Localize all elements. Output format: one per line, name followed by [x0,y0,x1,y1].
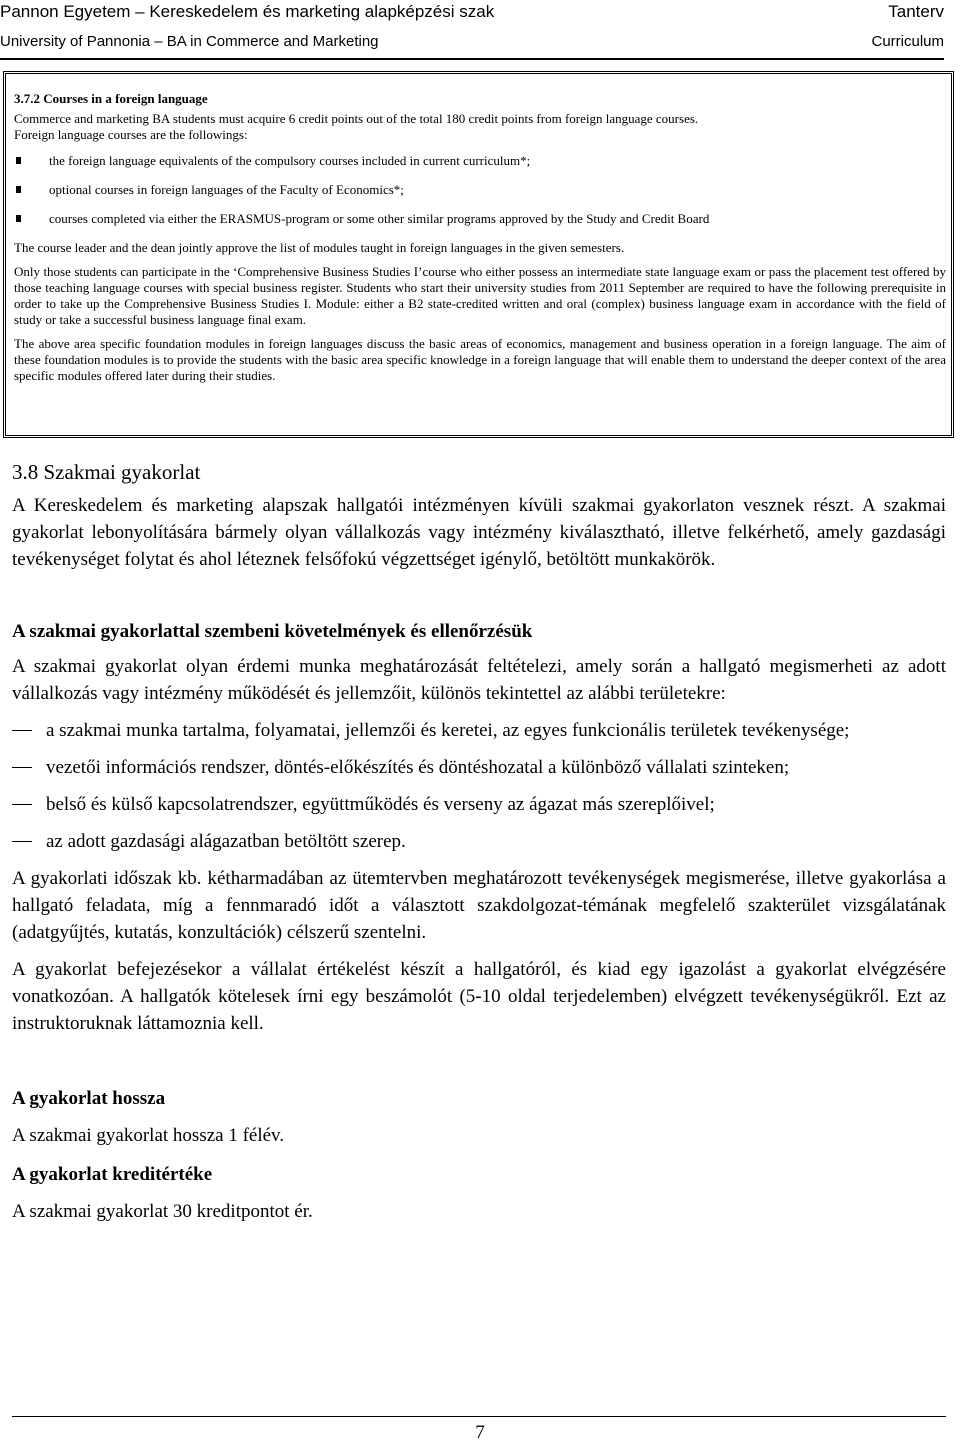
practice-completion-paragraph: A gyakorlat befejezésekor a vállalat értékelést készít a hallgatóról, és kiad egy igazolást a gyakorlat elvégzésére vonatkozóan. A hallgatók kötelesek írni egy beszámolót (5-10 oldal terjedelemben) elvégzett tevékenységükről. Ezt az instruktoruknak láttamoznia kell. [12,959,946,1034]
square-bullet-icon [16,186,21,193]
list-item [14,153,946,182]
list-item [12,754,946,781]
list-item-text: vezetői információs rendszer, döntés-előkészítés és döntéshozatal a különböző vállalati szinteken; [46,757,790,778]
header-subtitle: University of Pannonia – BA in Commerce and Marketing [0,33,379,50]
credit-heading: A gyakorlat kreditértéke [12,1164,213,1185]
list-item [14,211,946,240]
box-paragraph-prerequisite: Only those students can participate in the ‘Comprehensive Business Studies I’course who either possess an intermediate state language exam or pass the placement test offered by those teaching language courses with special business register. Students who start their university studies from 2011 September are required to have the following prerequisite in order to take up the Comprehensive Business Studies I. Module: either a B2 state-credited written and oral (complex) business language exam in accordance with the field of study or take a successful business language final exam. [14,264,946,327]
requirements-dash-list [12,717,946,855]
square-bullet-icon [16,157,21,164]
credit-paragraph: A szakmai gyakorlat 30 kreditpontot ér. [12,1201,313,1222]
page-header [0,0,960,60]
page-number: 7 [475,1422,485,1443]
list-item-text: belső és külső kapcsolatrendszer, együttműködés és verseny az ágazat más szereplőivel; [46,794,715,815]
list-item-text: courses completed via either the ERASMUS-program or some other similar programs approved by the Study and Credit Board [49,211,710,226]
header-title-right: Tanterv [888,2,944,21]
header-subtitle-right: Curriculum [871,33,944,50]
page-footer [0,1416,960,1444]
box-paragraph-approval: The course leader and the dean jointly approve the list of modules taught in foreign languages in the given semesters. [14,240,625,255]
square-bullet-icon [16,215,21,222]
dash-bullet-icon [12,841,32,842]
requirements-heading: A szakmai gyakorlattal szembeni követelmények és ellenőrzésük [12,621,533,642]
box-paragraph-modules: The above area specific foundation modules in foreign languages discuss the basic areas of economics, management and business operation in a foreign language. The aim of these foundation modules is to provide the students with the basic area specific knowledge in a foreign language that will enable them to understand the deeper context of the area specific modules offered later during their studies. [14,336,946,383]
box-paragraph-credits: Commerce and marketing BA students must acquire 6 credit points out of the total 180 credit points from foreign language courses. [14,111,699,126]
foreign-language-courses-box [3,71,954,438]
footer-divider [12,1416,946,1417]
list-item-text: a szakmai munka tartalma, folyamatai, jellemzői és keretei, az egyes funkcionális területek tevékenysége; [46,720,850,741]
list-item-text: az adott gazdasági alágazatban betöltött szerep. [46,831,406,852]
length-paragraph: A szakmai gyakorlat hossza 1 félév. [12,1125,285,1146]
list-item-text: the foreign language equivalents of the compulsory courses included in current curriculum*; [49,153,531,168]
main-section [12,458,946,1225]
dash-bullet-icon [12,804,32,805]
practice-period-paragraph: A gyakorlati időszak kb. kétharmadában az ütemtervben meghatározott tevékenységek megismerése, illetve gyakorlása a hallgató feladata, míg a fennmaradó időt a választott szakdolgozat-témának megfelelő szakterület vizsgálatának (adatgyűjtés, kutatás, konzultációk) célszerű szentelni. [12,868,946,943]
list-item [14,182,946,211]
box-heading: 3.7.2 Courses in a foreign language [14,91,208,106]
list-item [12,791,946,818]
list-item [12,717,946,744]
header-title: Pannon Egyetem – Kereskedelem és marketing alapképzési szak [0,2,495,21]
section-intro-paragraph: A Kereskedelem és marketing alapszak hallgatói intézményen kívüli szakmai gyakorlaton vesznek részt. A szakmai gyakorlat lebonyolítására bármely olyan vállalkozás vagy intézmény kiválasztható, illetve felkérhető, amely gazdasági tevékenységet folytat és ahol léteznek felsőfokú végzettséget igénylő, betöltött munkakörök. [12,495,946,570]
header-divider [0,58,944,60]
requirements-paragraph: A szakmai gyakorlat olyan érdemi munka meghatározását feltételezi, amely során a hallgató megismerheti az adott vállalkozás vagy intézmény működését és jellemzőit, különös tekintettel az alábbi területekre: [12,656,946,704]
box-paragraph-intro: Foreign language courses are the followings: [14,127,248,142]
box-bullet-list [14,153,946,240]
section-heading: 3.8 Szakmai gyakorlat [12,460,201,484]
dash-bullet-icon [12,730,32,731]
list-item-text: optional courses in foreign languages of the Faculty of Economics*; [49,182,404,197]
box-content [14,91,946,384]
length-heading: A gyakorlat hossza [12,1088,166,1109]
dash-bullet-icon [12,767,32,768]
list-item [12,828,946,855]
